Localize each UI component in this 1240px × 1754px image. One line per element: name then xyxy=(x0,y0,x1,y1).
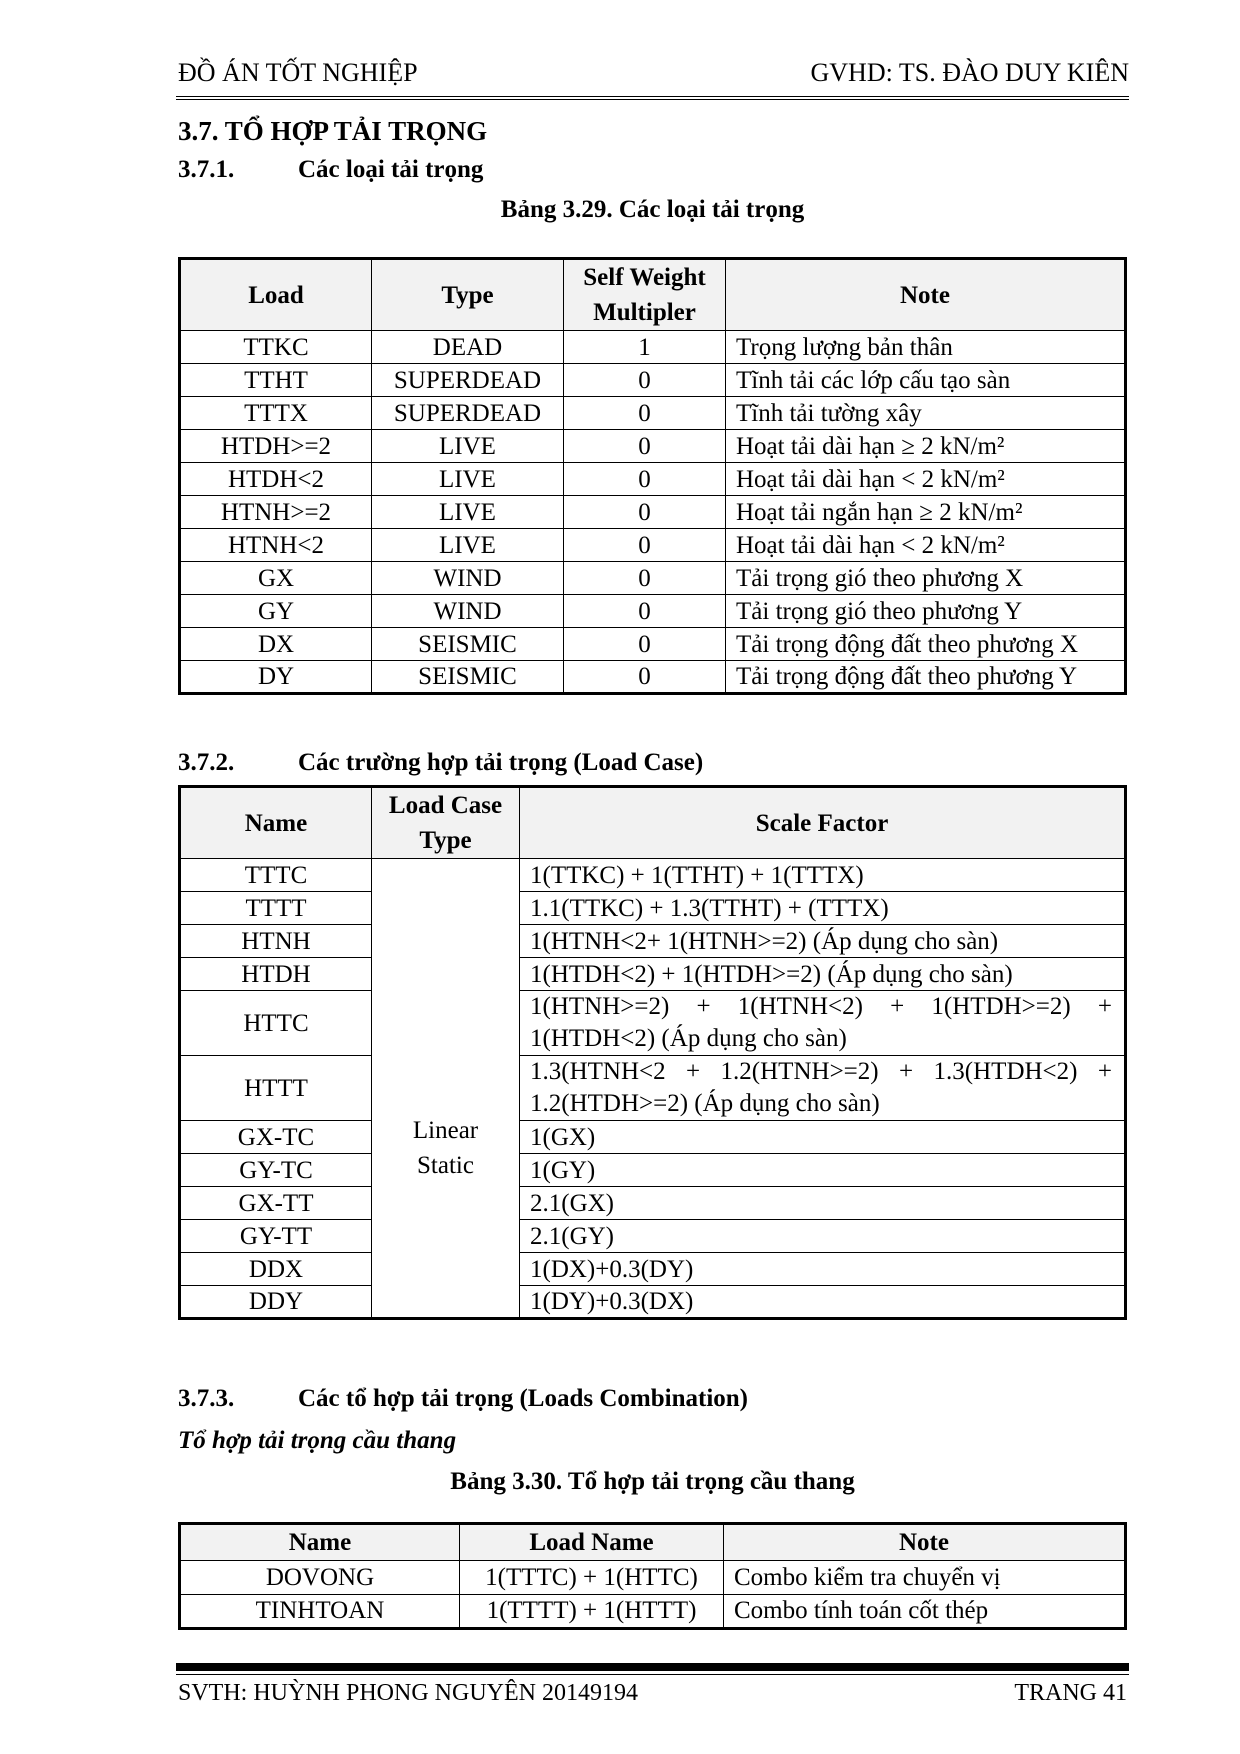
stair-combination-heading: Tổ hợp tải trọng cầu thang xyxy=(178,1427,457,1454)
multiplier-cell: 0 xyxy=(564,661,726,694)
scale-factor-cell: 1(HTNH>=2) + 1(HTNH<2) + 1(HTDH>=2) + 1(HTDH<2) (Áp dụng cho sàn) xyxy=(520,991,1126,1056)
multiplier-cell: 0 xyxy=(564,397,726,430)
footer-rule-thick xyxy=(176,1663,1129,1671)
load-name-cell: 1(TTTT) + 1(HTTT) xyxy=(460,1595,724,1629)
table-row xyxy=(180,496,1126,529)
multiplier-cell: 1 xyxy=(564,331,726,364)
name-cell: DDY xyxy=(180,1286,372,1319)
table-row xyxy=(180,1595,1126,1629)
scale-factor-cell: 1(DY)+0.3(DX) xyxy=(520,1286,1126,1319)
load-cell: HTDH<2 xyxy=(180,463,372,496)
subsection-number: 3.7.3. xyxy=(178,1385,235,1412)
note-cell: Hoạt tải dài hạn < 2 kN/m² xyxy=(726,529,1126,562)
name-cell: TTTC xyxy=(180,859,372,892)
name-cell: GX-TC xyxy=(180,1121,372,1154)
table-row xyxy=(180,1561,1126,1595)
table-row xyxy=(180,463,1126,496)
table-row xyxy=(180,628,1126,661)
load-types-table xyxy=(178,257,1127,695)
table-row xyxy=(180,925,1126,958)
scale-factor-cell: 2.1(GX) xyxy=(520,1187,1126,1220)
scale-factor-cell: 1.3(HTNH<2 + 1.2(HTNH>=2) + 1.3(HTDH<2) + 1.2(HTDH>=2) (Áp dụng cho sàn) xyxy=(520,1056,1126,1121)
name-cell: GY-TC xyxy=(180,1154,372,1187)
header-advisor: GVHD: TS. ĐÀO DUY KIÊN xyxy=(810,58,1129,87)
name-cell: HTTC xyxy=(180,991,372,1056)
note-cell: Hoạt tải ngắn hạn ≥ 2 kN/m² xyxy=(726,496,1126,529)
load-cell: TTTX xyxy=(180,397,372,430)
subsection-number: 3.7.1. xyxy=(178,156,235,183)
name-cell: GY-TT xyxy=(180,1220,372,1253)
note-cell: Tải trọng động đất theo phương Y xyxy=(726,661,1126,694)
header-title: ĐỒ ÁN TỐT NGHIỆP xyxy=(178,58,418,87)
table-row xyxy=(180,562,1126,595)
type-cell: LIVE xyxy=(372,496,564,529)
scale-factor-cell: 1(GX) xyxy=(520,1121,1126,1154)
table-row xyxy=(180,1286,1126,1319)
footer-student: SVTH: HUỲNH PHONG NGUYÊN 20149194 xyxy=(178,1680,638,1706)
multiplier-cell: 0 xyxy=(564,496,726,529)
subsection-3-7-1 xyxy=(178,156,483,184)
header-load-case-type: Load Case Type xyxy=(372,787,520,859)
name-cell: HTTT xyxy=(180,1056,372,1121)
table-row xyxy=(180,1154,1126,1187)
multiplier-cell: 0 xyxy=(564,529,726,562)
header-scale-factor: Scale Factor xyxy=(520,787,1126,859)
subsection-title: Các loại tải trọng xyxy=(298,156,484,183)
type-cell: WIND xyxy=(372,595,564,628)
table-row xyxy=(180,397,1126,430)
type-cell: SUPERDEAD xyxy=(372,364,564,397)
load-cell: HTDH>=2 xyxy=(180,430,372,463)
type-line: Linear xyxy=(412,1117,479,1144)
note-cell: Trọng lượng bản thân xyxy=(726,331,1126,364)
subsection-title: Các tổ hợp tải trọng (Loads Combination) xyxy=(298,1385,748,1412)
table-row xyxy=(180,859,1126,892)
name-cell: DDX xyxy=(180,1253,372,1286)
multiplier-cell: 0 xyxy=(564,430,726,463)
type-cell: LIVE xyxy=(372,529,564,562)
table-row xyxy=(180,1253,1126,1286)
table-row xyxy=(180,529,1126,562)
type-cell: LIVE xyxy=(372,463,564,496)
table-row xyxy=(180,991,1126,1056)
table-row xyxy=(180,430,1126,463)
note-cell: Tải trọng gió theo phương Y xyxy=(726,595,1126,628)
name-cell: DOVONG xyxy=(180,1561,460,1595)
table-row xyxy=(180,1187,1126,1220)
header-name: Name xyxy=(180,787,372,859)
load-cell: TTHT xyxy=(180,364,372,397)
header-note: Note xyxy=(726,259,1126,331)
table1-caption: Bảng 3.29. Các loại tải trọng xyxy=(500,196,805,223)
header-self-weight: Self Weight Multipler xyxy=(564,259,726,331)
footer-rule-thin xyxy=(176,1674,1129,1675)
load-case-type-cell xyxy=(372,859,520,1319)
scale-factor-cell: 1(GY) xyxy=(520,1154,1126,1187)
type-cell: SEISMIC xyxy=(372,628,564,661)
scale-factor-cell: 1(TTKC) + 1(TTHT) + 1(TTTX) xyxy=(520,859,1126,892)
table-row xyxy=(180,1056,1126,1121)
table-row xyxy=(180,364,1126,397)
table-row xyxy=(180,892,1126,925)
type-cell: WIND xyxy=(372,562,564,595)
stair-combination-table xyxy=(178,1522,1127,1630)
type-cell: DEAD xyxy=(372,331,564,364)
note-cell: Tải trọng gió theo phương X xyxy=(726,562,1126,595)
header-note: Note xyxy=(724,1524,1126,1561)
type-cell: SUPERDEAD xyxy=(372,397,564,430)
table-row xyxy=(180,331,1126,364)
note-cell: Tĩnh tải tường xây xyxy=(726,397,1126,430)
subsection-3-7-3 xyxy=(178,1385,748,1413)
table-row xyxy=(180,1121,1126,1154)
table-row xyxy=(180,661,1126,694)
load-cell: GY xyxy=(180,595,372,628)
multiplier-cell: 0 xyxy=(564,595,726,628)
name-cell: GX-TT xyxy=(180,1187,372,1220)
name-cell: HTNH xyxy=(180,925,372,958)
table-row xyxy=(180,1220,1126,1253)
header-type: Type xyxy=(372,259,564,331)
footer-page-number: TRANG 41 xyxy=(1014,1680,1127,1706)
name-cell: TINHTOAN xyxy=(180,1595,460,1629)
multiplier-cell: 0 xyxy=(564,628,726,661)
header-load: Load xyxy=(180,259,372,331)
name-cell: HTDH xyxy=(180,958,372,991)
multiplier-cell: 0 xyxy=(564,562,726,595)
load-cell: HTNH<2 xyxy=(180,529,372,562)
load-cell: TTKC xyxy=(180,331,372,364)
header-load-name: Load Name xyxy=(460,1524,724,1561)
page-header xyxy=(176,56,1129,100)
table-row xyxy=(180,595,1126,628)
scale-factor-cell: 1(DX)+0.3(DY) xyxy=(520,1253,1126,1286)
type-cell: LIVE xyxy=(372,430,564,463)
load-cell: HTNH>=2 xyxy=(180,496,372,529)
load-cell: DX xyxy=(180,628,372,661)
section-title: 3.7. TỔ HỢP TẢI TRỌNG xyxy=(178,116,488,146)
scale-factor-cell: 1(HTDH<2) + 1(HTDH>=2) (Áp dụng cho sàn) xyxy=(520,958,1126,991)
note-cell: Hoạt tải dài hạn < 2 kN/m² xyxy=(726,463,1126,496)
scale-factor-cell: 2.1(GY) xyxy=(520,1220,1126,1253)
subsection-title: Các trường hợp tải trọng (Load Case) xyxy=(298,749,704,776)
table-row xyxy=(180,958,1126,991)
load-cell: GX xyxy=(180,562,372,595)
scale-factor-cell: 1.1(TTKC) + 1.3(TTHT) + (TTTX) xyxy=(520,892,1126,925)
multiplier-cell: 0 xyxy=(564,364,726,397)
header-name: Name xyxy=(180,1524,460,1561)
load-cell: DY xyxy=(180,661,372,694)
note-cell: Combo tính toán cốt thép xyxy=(724,1595,1126,1629)
type-cell: SEISMIC xyxy=(372,661,564,694)
load-case-table xyxy=(178,785,1127,1320)
load-name-cell: 1(TTTC) + 1(HTTC) xyxy=(460,1561,724,1595)
note-cell: Combo kiểm tra chuyển vị xyxy=(724,1561,1126,1595)
name-cell: TTTT xyxy=(180,892,372,925)
note-cell: Tĩnh tải các lớp cấu tạo sàn xyxy=(726,364,1126,397)
scale-factor-cell: 1(HTNH<2+ 1(HTNH>=2) (Áp dụng cho sàn) xyxy=(520,925,1126,958)
type-line: Static xyxy=(417,1152,474,1179)
subsection-3-7-2 xyxy=(178,749,703,777)
note-cell: Tải trọng động đất theo phương X xyxy=(726,628,1126,661)
table3-caption: Bảng 3.30. Tổ hợp tải trọng cầu thang xyxy=(450,1468,855,1495)
multiplier-cell: 0 xyxy=(564,463,726,496)
page-footer xyxy=(176,1678,1129,1714)
note-cell: Hoạt tải dài hạn ≥ 2 kN/m² xyxy=(726,430,1126,463)
subsection-number: 3.7.2. xyxy=(178,749,235,776)
